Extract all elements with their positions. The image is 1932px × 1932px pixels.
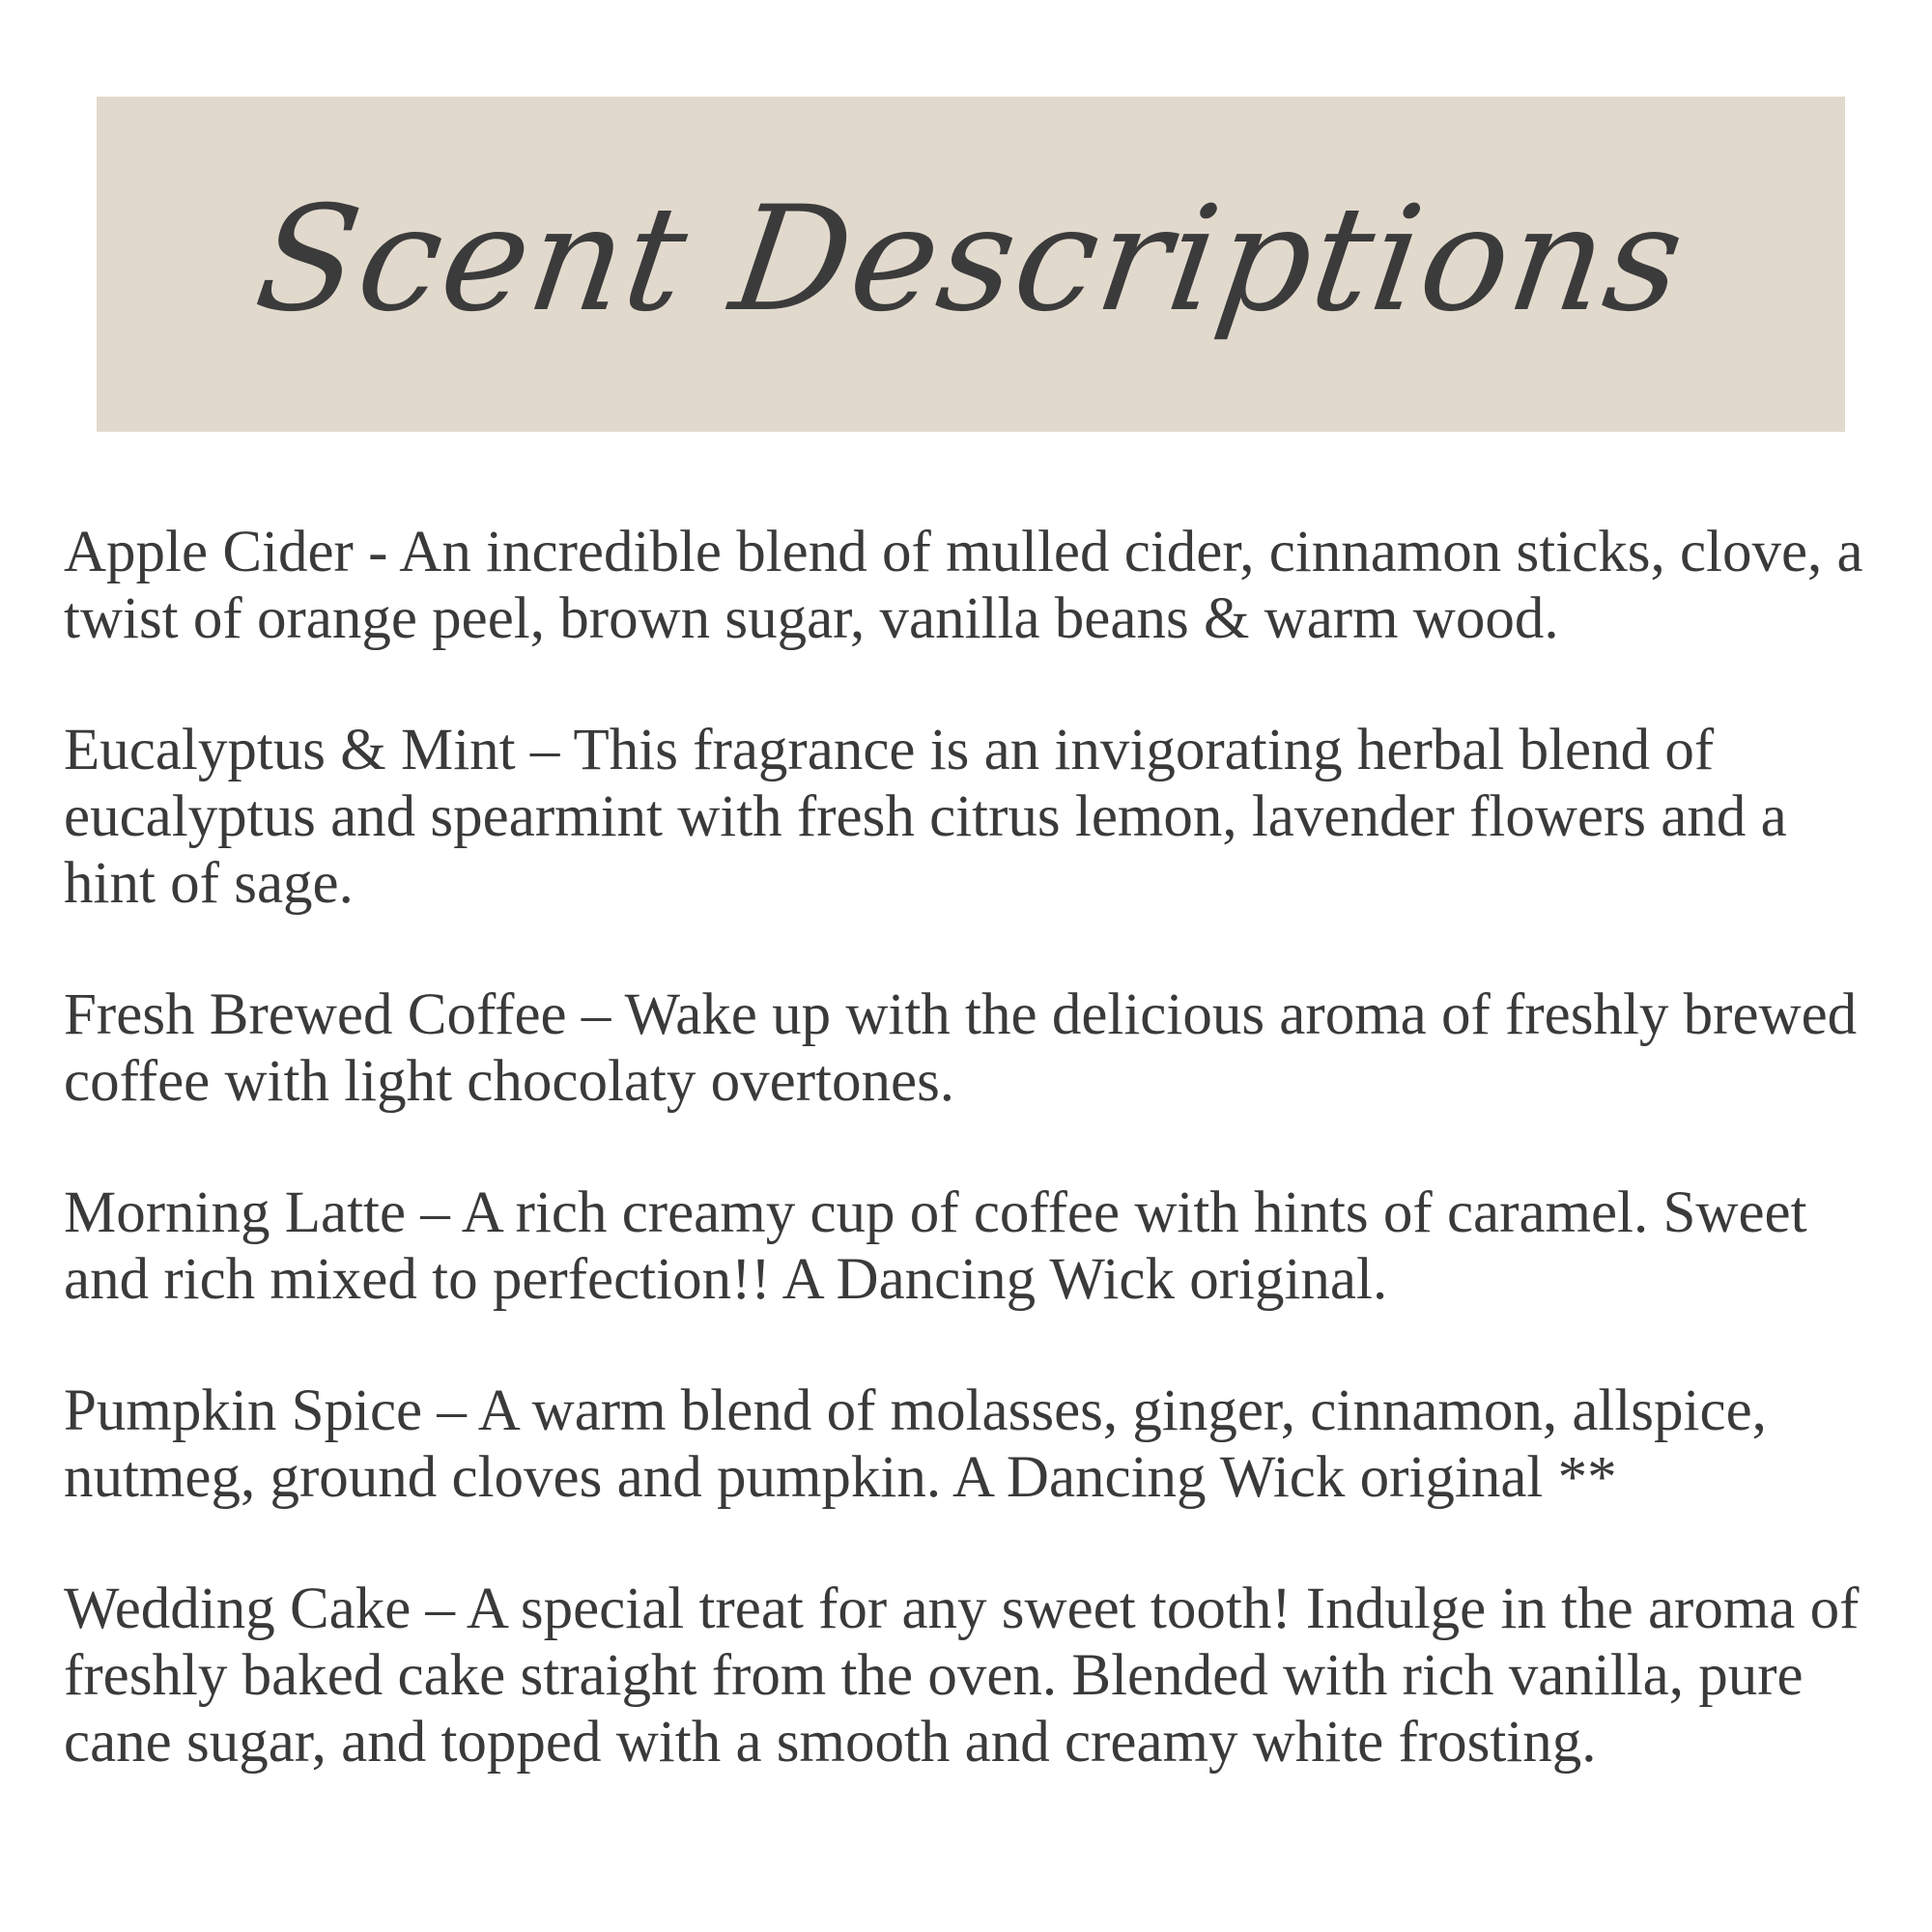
scent-description-list [64,519,1889,1840]
scent-description-morning-latte: Morning Latte – A rich creamy cup of coffee with hints of caramel. Sweet and rich mixed to perfection!! A Dancing Wick original. [64,1180,1807,1312]
scent-description-apple-cider: Apple Cider - An incredible blend of mulled cider, cinnamon sticks, clove, a twist of orange peel, brown sugar, vanilla beans & warm wood. [64,520,1863,651]
scent-description-eucalyptus-mint: Eucalyptus & Mint – This fragrance is an invigorating herbal blend of eucalyptus and spearmint with fresh citrus lemon, lavender flowers and a hint of sage. [64,718,1787,916]
scent-description-fresh-brewed-coffee: Fresh Brewed Coffee – Wake up with the delicious aroma of freshly brewed coffee with light chocolaty overtones. [64,982,1858,1114]
header-banner [97,97,1845,432]
page-title: Scent Descriptions [246,175,1695,344]
scent-description-wedding-cake: Wedding Cake – A special treat for any sweet tooth! Indulge in the aroma of freshly baked cake straight from the oven. Blended with rich vanilla, pure cane sugar, and topped with a smooth and creamy white frosting. [64,1577,1860,1775]
scent-description-pumpkin-spice: Pumpkin Spice – A warm blend of molasses, ginger, cinnamon, allspice, nutmeg, ground cloves and pumpkin. A Dancing Wick original ** [64,1378,1767,1510]
